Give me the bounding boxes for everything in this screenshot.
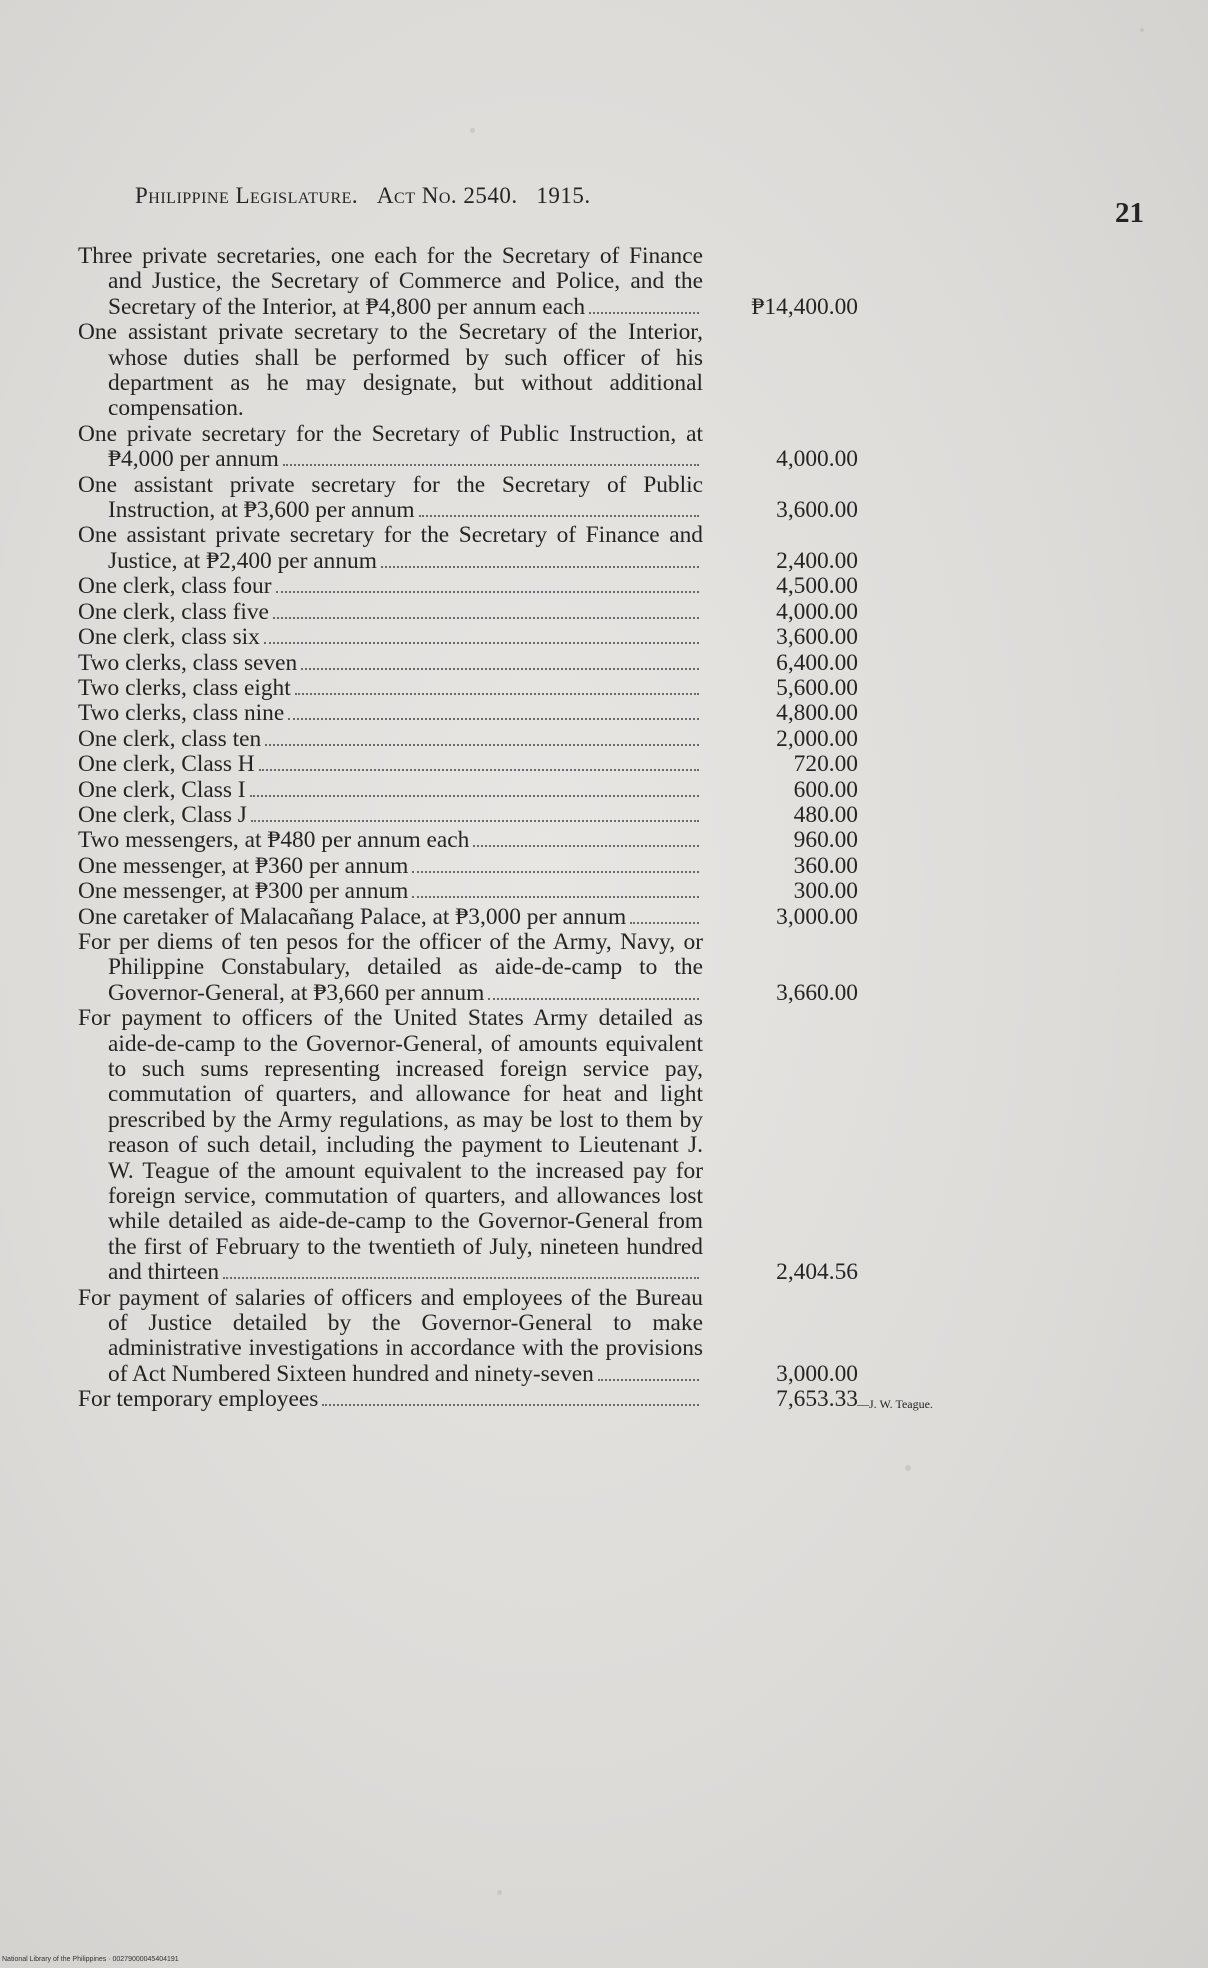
entry-text: Two clerks, class seven xyxy=(78,649,298,676)
appropriation-entry xyxy=(78,1387,858,1412)
appropriation-entry xyxy=(78,905,858,930)
entry-description xyxy=(78,320,703,422)
footer-credit: National Library of the Philippines · 00279000045404191 xyxy=(2,1956,179,1963)
entry-description xyxy=(78,727,703,752)
entry-description xyxy=(78,1006,703,1285)
entry-text: One messenger, at ₱300 per annum xyxy=(78,878,409,905)
entry-text: One messenger, at ₱360 per annum xyxy=(78,852,409,879)
entry-description xyxy=(78,422,703,473)
leader-dots xyxy=(264,641,699,644)
speck xyxy=(905,1465,911,1471)
entry-amount: 600.00 xyxy=(793,776,858,803)
entry-description xyxy=(78,244,703,320)
speck xyxy=(497,1890,502,1895)
entry-description xyxy=(78,473,703,524)
leader-dots xyxy=(283,463,699,466)
appropriation-entry xyxy=(78,676,858,701)
entry-amount: 4,000.00 xyxy=(776,598,858,625)
entry-amount: 4,800.00 xyxy=(776,700,858,727)
entry-amount: 4,000.00 xyxy=(776,446,858,473)
leader-dots xyxy=(273,616,699,619)
entry-description xyxy=(78,930,703,1006)
entry-amount: ₱14,400.00 xyxy=(751,293,858,320)
entry-amount: 960.00 xyxy=(793,827,858,854)
appropriation-entry xyxy=(78,473,858,524)
appropriation-entry xyxy=(78,930,858,1006)
entry-amount: 360.00 xyxy=(793,852,858,879)
appropriation-entry xyxy=(78,803,858,828)
entry-text: For payment of salaries of officers and employees of the Bureau of Justice detailed by the Governor-General to make administrative investigations in accordance with the provisions of Act Numbered Sixteen hundred and ninety-seven xyxy=(78,1284,703,1387)
entry-text: For temporary employees xyxy=(78,1386,319,1413)
appropriation-entry xyxy=(78,1006,858,1285)
entry-description xyxy=(78,752,703,777)
running-head xyxy=(135,183,591,209)
entry-amount: 2,400.00 xyxy=(776,547,858,574)
page-number: 21 xyxy=(1115,197,1144,229)
leader-dots xyxy=(223,1276,699,1279)
running-title: Philippine Legislature. xyxy=(135,183,359,208)
year: 1915. xyxy=(536,183,591,208)
entry-text: One clerk, class four xyxy=(78,573,272,600)
appropriation-entry xyxy=(78,828,858,853)
entry-description xyxy=(78,879,703,904)
appropriation-list xyxy=(78,244,858,1413)
entry-text: One private secretary for the Secretary of Public Instruction, at ₱4,000 per annum xyxy=(78,420,703,473)
entry-amount: 7,653.33 xyxy=(776,1386,858,1413)
entry-amount: 720.00 xyxy=(793,751,858,778)
appropriation-entry xyxy=(78,1286,858,1388)
entry-amount: 3,000.00 xyxy=(776,1360,858,1387)
leader-dots xyxy=(295,692,699,695)
margin-note: —J. W. Teague. xyxy=(857,1397,933,1411)
appropriation-entry xyxy=(78,320,858,422)
entry-text: Two clerks, class eight xyxy=(78,674,291,701)
entry-description xyxy=(78,1387,703,1412)
appropriation-entry xyxy=(78,422,858,473)
entry-text: Three private secretaries, one each for the Secretary of Finance and Justice, the Secretary of Commerce and Police, and the Secretary of the Interior, at ₱4,800 per annum each xyxy=(78,243,703,320)
speck xyxy=(1140,28,1144,32)
entry-text: One clerk, Class H xyxy=(78,751,255,778)
entry-description xyxy=(78,701,703,726)
leader-dots xyxy=(251,819,699,822)
entry-text: For payment to officers of the United States Army detailed as aide-de-camp to the Governor-General, of amounts equivalent to such sums representing increased foreign service pay, commutation of quarters, and allowance for heat and light prescribed by the Army regulations, as may be lost to them by reason of such detail, including the payment to Lieutenant J. W. Teague of the amount equivalent to the increased pay for foreign service, commutation of quarters, and allowances lost while detailed as aide-de-camp to the Governor-General from the first of February to the twentieth of July, nineteen hundred and thirteen xyxy=(78,1005,703,1286)
appropriation-entry xyxy=(78,879,858,904)
entry-text: One clerk, class ten xyxy=(78,725,262,752)
entry-text: One assistant private secretary for the Secretary of Finance and Justice, at ₱2,400 per annum xyxy=(78,522,703,574)
appropriation-entry xyxy=(78,727,858,752)
leader-dots xyxy=(250,794,699,797)
entry-description xyxy=(78,854,703,879)
entry-description xyxy=(78,803,703,828)
entry-amount: 2,000.00 xyxy=(776,725,858,752)
entry-text: One assistant private secretary to the Secretary of the Interior, whose duties shall be performed by such officer of his department as he may designate, but without additional compensation. xyxy=(78,319,703,422)
entry-amount: 2,404.56 xyxy=(776,1259,858,1286)
speck xyxy=(470,128,475,133)
entry-text: One clerk, Class I xyxy=(78,776,246,803)
entry-description xyxy=(78,523,703,574)
leader-dots xyxy=(589,311,699,314)
appropriation-entry xyxy=(78,854,858,879)
entry-amount: 6,400.00 xyxy=(776,649,858,676)
entry-text: One clerk, Class J xyxy=(78,801,247,828)
entry-description xyxy=(78,905,703,930)
leader-dots xyxy=(412,870,699,873)
entry-description xyxy=(78,574,703,599)
entry-text: Two messengers, at ₱480 per annum each xyxy=(78,827,470,854)
entry-text: Two clerks, class nine xyxy=(78,700,285,727)
entry-description xyxy=(78,676,703,701)
leader-dots xyxy=(381,565,699,568)
entry-description xyxy=(78,1286,703,1388)
appropriation-entry xyxy=(78,523,858,574)
entry-text: One clerk, class six xyxy=(78,624,260,651)
appropriation-entry xyxy=(78,625,858,650)
appropriation-entry xyxy=(78,701,858,726)
leader-dots xyxy=(288,717,699,720)
entry-text: One clerk, class five xyxy=(78,598,269,625)
entry-amount: 3,000.00 xyxy=(776,903,858,930)
entry-text: One assistant private secretary for the Secretary of Public Instruction, at ₱3,600 per annum xyxy=(78,471,703,524)
appropriation-entry xyxy=(78,600,858,625)
leader-dots xyxy=(488,997,699,1000)
entry-amount: 3,600.00 xyxy=(776,497,858,524)
appropriation-entry xyxy=(78,778,858,803)
entry-amount: 3,600.00 xyxy=(776,624,858,651)
entry-text: For per diems of ten pesos for the officer of the Army, Navy, or Philippine Constabulary, detailed as aide-de-camp to the Governor-General, at ₱3,660 per annum xyxy=(78,928,703,1006)
leader-dots xyxy=(276,590,699,593)
appropriation-entry xyxy=(78,244,858,320)
leader-dots xyxy=(598,1378,699,1381)
leader-dots xyxy=(259,768,699,771)
entry-text: One caretaker of Malacañang Palace, at ₱3,000 per annum xyxy=(78,903,627,930)
leader-dots xyxy=(630,921,699,924)
entry-amount: 3,660.00 xyxy=(776,979,858,1006)
entry-amount: 5,600.00 xyxy=(776,674,858,701)
entry-description xyxy=(78,778,703,803)
entry-description xyxy=(78,651,703,676)
leader-dots xyxy=(412,895,699,898)
entry-description xyxy=(78,828,703,853)
appropriation-entry xyxy=(78,574,858,599)
appropriation-entry xyxy=(78,651,858,676)
entry-amount: 480.00 xyxy=(793,801,858,828)
act-number: Act No. 2540. xyxy=(376,183,518,208)
leader-dots xyxy=(473,844,699,847)
entry-description xyxy=(78,600,703,625)
leader-dots xyxy=(322,1403,699,1406)
leader-dots xyxy=(419,514,699,517)
leader-dots xyxy=(265,743,699,746)
leader-dots xyxy=(301,667,699,670)
entry-amount: 300.00 xyxy=(793,878,858,905)
entry-description xyxy=(78,625,703,650)
appropriation-entry xyxy=(78,752,858,777)
entry-amount: 4,500.00 xyxy=(776,573,858,600)
